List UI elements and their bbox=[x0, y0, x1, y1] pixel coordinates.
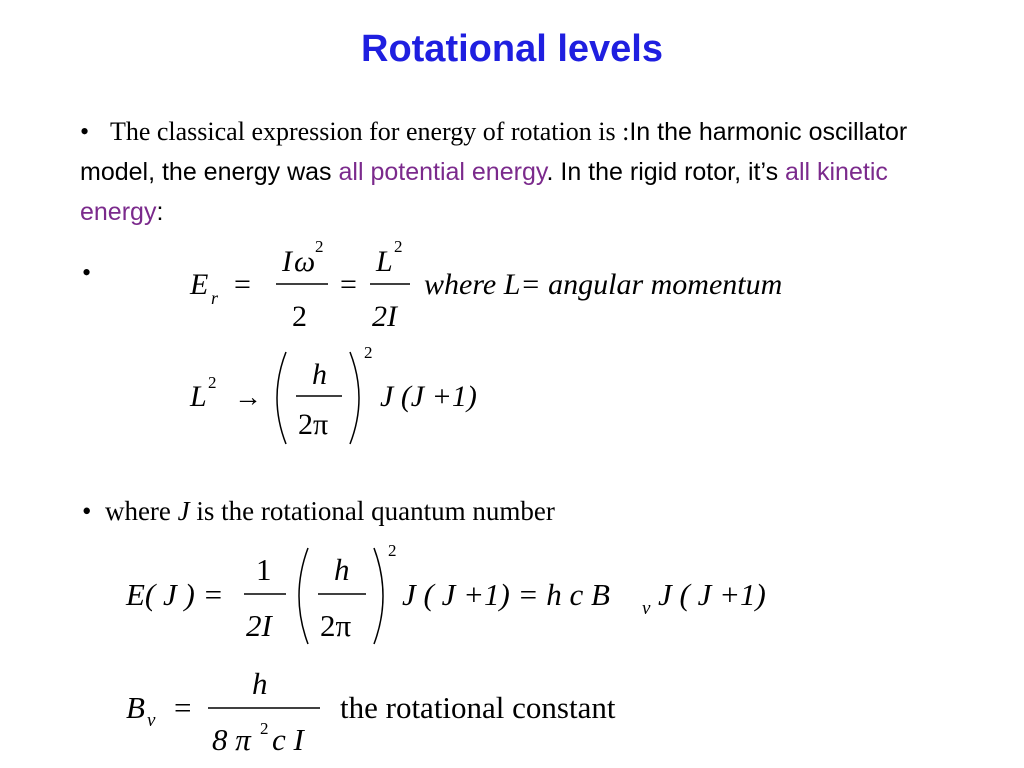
svg-text:the rotational constant: the rotational constant bbox=[340, 690, 616, 725]
slide-title: Rotational levels bbox=[361, 28, 663, 70]
svg-text:=: = bbox=[234, 268, 251, 301]
bullet-marker: • bbox=[80, 117, 90, 146]
intro-paragraph bbox=[80, 112, 950, 232]
svg-text:2: 2 bbox=[315, 237, 324, 256]
svg-text:I: I bbox=[282, 245, 292, 278]
rigid-rotor-text: . In the rigid rotor, it’s bbox=[546, 158, 786, 186]
svg-text:J ( J +1): J ( J +1) bbox=[658, 577, 766, 612]
colon-text: : bbox=[156, 198, 164, 226]
oscillator-text: In the harmonic oscillator model, the energy was bbox=[80, 118, 908, 186]
svg-text:2: 2 bbox=[260, 719, 269, 738]
energy-rotation-equation bbox=[190, 236, 890, 336]
j-symbol: J bbox=[177, 496, 190, 526]
svg-text:2: 2 bbox=[388, 541, 397, 560]
svg-text:E( J ) =: E( J ) = bbox=[126, 577, 224, 612]
rotational-constant-equation bbox=[126, 662, 706, 762]
quantum-number-text: is the rotational quantum number bbox=[189, 496, 555, 526]
highlight-kinetic: all kinetic energy bbox=[80, 158, 888, 226]
svg-text:2: 2 bbox=[364, 343, 373, 362]
svg-text:2π: 2π bbox=[298, 408, 329, 441]
svg-text:h: h bbox=[252, 666, 268, 701]
classical-expression-text: The classical expression for energy of rotation is : bbox=[109, 117, 630, 146]
svg-text:L: L bbox=[190, 380, 207, 413]
svg-text:E: E bbox=[190, 268, 209, 301]
svg-text:2I: 2I bbox=[372, 300, 397, 333]
svg-text:where L= angular momentum: where L= angular momentum bbox=[424, 268, 783, 301]
svg-text:2I: 2I bbox=[246, 608, 272, 643]
svg-text:r: r bbox=[211, 288, 219, 308]
svg-text:=: = bbox=[340, 268, 357, 301]
svg-text:L: L bbox=[376, 245, 393, 278]
svg-text:ν: ν bbox=[642, 598, 651, 619]
where-text: where bbox=[104, 496, 178, 526]
svg-text:2: 2 bbox=[292, 300, 307, 333]
svg-text:8 π: 8 π bbox=[212, 722, 251, 757]
svg-text:=: = bbox=[174, 690, 192, 725]
bullet-marker-2: • bbox=[82, 258, 92, 287]
svg-text:2: 2 bbox=[208, 373, 217, 392]
svg-text:J ( J +1) = h c B: J ( J +1) = h c B bbox=[402, 577, 610, 612]
svg-text:J (J +1): J (J +1) bbox=[380, 380, 477, 413]
rotational-energy-equation bbox=[126, 540, 806, 655]
highlight-potential: all potential energy bbox=[338, 158, 547, 186]
svg-text:1: 1 bbox=[256, 552, 272, 587]
bullet-marker-3: • bbox=[82, 496, 92, 526]
svg-text:2: 2 bbox=[394, 237, 403, 256]
svg-text:→: → bbox=[234, 382, 262, 413]
svg-text:c I: c I bbox=[272, 722, 304, 757]
svg-text:h: h bbox=[334, 552, 350, 587]
angular-momentum-quantization bbox=[190, 343, 550, 456]
where-j-line bbox=[82, 496, 555, 527]
svg-text:ν: ν bbox=[147, 710, 156, 731]
svg-text:ω: ω bbox=[294, 245, 316, 278]
svg-text:2π: 2π bbox=[320, 608, 352, 643]
svg-text:B: B bbox=[126, 690, 145, 725]
svg-text:h: h bbox=[312, 358, 327, 391]
